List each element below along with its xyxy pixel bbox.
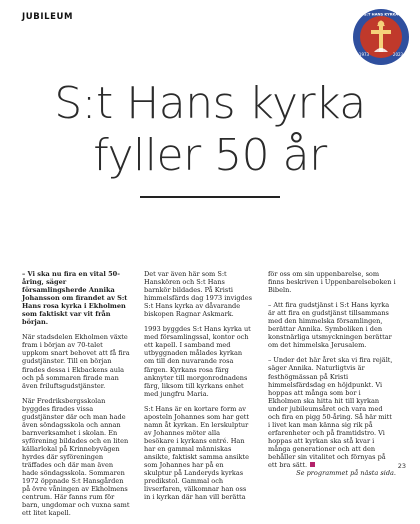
seal-year-left: 1973 [358,52,370,57]
article-column-3 [268,270,396,484]
program-reference-note: Se programmet på nästa sida. [296,469,396,478]
body-paragraph: för oss om sin uppenbarelse, som finns beskriven i Uppenbarelseboken i Bibeln. [268,270,396,295]
lead-paragraph: – Vi ska nu fira en vital 50-åring, säger församlingsherde Annika Johansson om firandet av S:t Hans rosa kyrka i Ekholmen som faktiskt var vit från början. [22,270,128,327]
body-paragraph: Det var även här som S:t Hanskören och S:t Hans barnkör bildades. På Kristi himmelsfärds dag 1973 invigdes S:t Hans kyrka av dåvarande biskopen Ragnar Askmark. [144,270,252,319]
seal-top-text: S:T HANS KYRKA [363,12,399,17]
body-paragraph: 1993 byggdes S:t Hans kyrka ut med församlingssal, kontor och ett kapell. I samband med utbyggnaden målades kyrkan om till den nuvarande rosa färgen. Kyrkans rosa färg anknyter till morgonrodnadens färg, liksom till kyrkans enhet med jungfru Maria. [144,325,251,398]
article-column-1 [22,270,130,524]
body-paragraph-final [268,356,396,469]
section-label: JUBILEUM [22,12,74,22]
body-paragraph: – Att fira gudstjänst i S:t Hans kyrka är att fira en gudstjänst tillsammans med den himmelska församlingen, berättar Annika. Symboliken i den konstnärliga utsmyckningen berättar om det himmelska Jerusalem. [268,301,392,350]
final-text: – Under det här året ska vi fira rejält, säger Annika. Naturligtvis är festhögmässan på Kristi himmelsfärdsdag en höjdpunkt. Vi hoppas att många som bor i Ekholmen ska hitta hit till kyrkan under jubileumsåret och vara med och fira en pigg 50-åring. Så här mitt i livet kan man känna sig rik på erfarenheter och på framtidstro. Vi hoppas att kyrkan ska stå kvar i många generationer och att den behåller sin vitalitet och förnyas på ett bra sätt. [268,356,393,470]
headline-divider [140,196,280,198]
church-seal-logo [352,8,410,66]
article-column-2 [144,270,252,501]
headline-line-2: fyller 50 år [93,130,327,181]
headline-line-1: S:t Hans kyrka [54,78,366,129]
seal-year-right: 2023 [392,52,404,57]
body-paragraph: När stadsdelen Ekholmen växte fram i början av 70-talet uppkom snart behovet att få fira gudstjänster. Till en början firades dessa i Ekbackens aula och på sommaren firade man även friluftsgudstjänster. [22,333,130,390]
page-number: 23 [397,462,406,470]
body-paragraph: När Fredriksbergsskolan byggdes firades vissa gudstjänster där och man hade även söndagsskola och annan barnverksamhet i skolan. En syförening bildades och en liten källarlokal på Krinnebyvägen hyrdes där syföreningen träffades och där man även hade söndagsskola. Sommaren 1972 öppnade S:t Hansgården på övre våningen av Ekholmens centrum. Här fanns rum för barn, ungdomar och vuxna samt ett litet kapell. [22,396,130,518]
body-paragraph: S:t Hans är en kortare form av aposteln Johannes som har gett namn åt kyrkan. En lerskulptur av Johannes möter alla besökare i kyrkans entré. Han har en gammal människas ansikte, faktiskt samma ansikte som Johannes har på en skulptur på Landeryds kyrkas predikstol. Gammal och livserfaren, välkomnar han oss in i kyrkan där han vill berätta [144,404,249,502]
end-of-article-mark [310,462,315,467]
